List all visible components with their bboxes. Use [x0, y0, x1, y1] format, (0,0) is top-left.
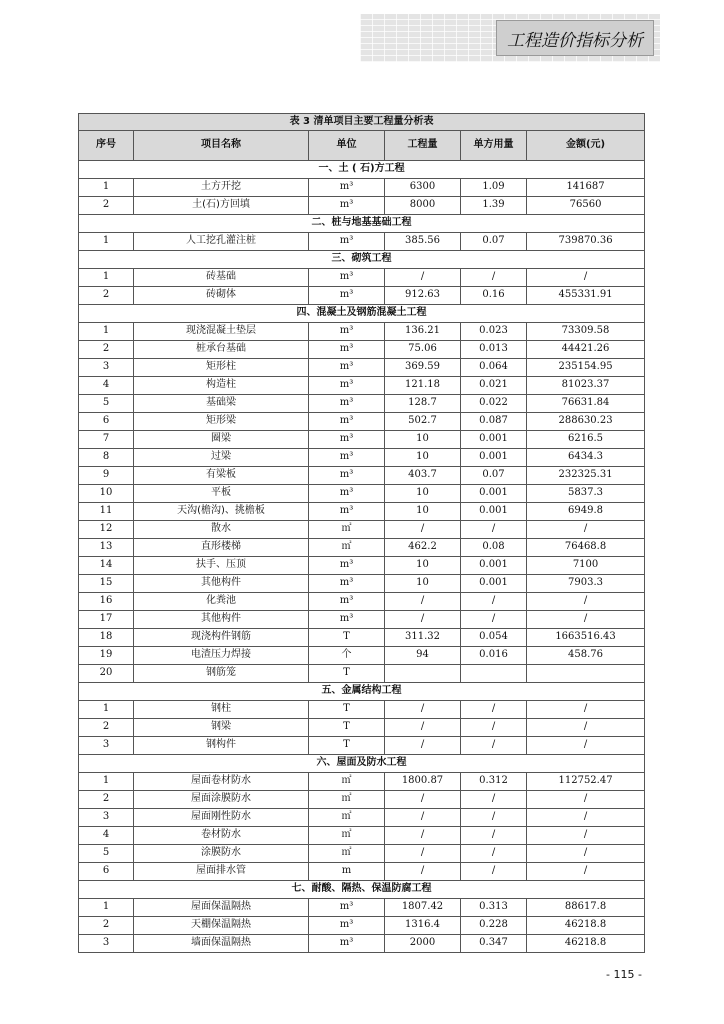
cell-quantity: 128.7 [385, 395, 461, 413]
cell-amount: / [527, 611, 645, 629]
cell-quantity: 502.7 [385, 413, 461, 431]
cell-quantity: 10 [385, 575, 461, 593]
page-number: - 115 - [606, 968, 642, 981]
cell-index: 6 [79, 413, 134, 431]
cell-quantity: / [385, 791, 461, 809]
table-row [79, 863, 645, 881]
cell-index: 2 [79, 287, 134, 305]
cell-amount: / [527, 269, 645, 287]
table-row [79, 467, 645, 485]
table-row [79, 701, 645, 719]
cell-amount: 6216.5 [527, 431, 645, 449]
cell-amount: / [527, 737, 645, 755]
cell-item-name: 土方开挖 [134, 179, 309, 197]
cell-item-name: 屋面保温隔热 [134, 899, 309, 917]
cell-quantity: 311.32 [385, 629, 461, 647]
cell-item-name: 屋面卷材防水 [134, 773, 309, 791]
cell-index: 4 [79, 827, 134, 845]
cell-quantity: 1316.4 [385, 917, 461, 935]
cell-unit-usage: / [461, 863, 527, 881]
cell-unit: 个 [309, 647, 385, 665]
cell-quantity: / [385, 737, 461, 755]
cell-index: 12 [79, 521, 134, 539]
cell-index: 18 [79, 629, 134, 647]
cell-amount: 73309.58 [527, 323, 645, 341]
cell-quantity: 121.18 [385, 377, 461, 395]
cell-unit-usage: / [461, 827, 527, 845]
cell-item-name: 散水 [134, 521, 309, 539]
cell-index: 2 [79, 341, 134, 359]
cell-unit: m³ [309, 395, 385, 413]
cell-item-name: 化粪池 [134, 593, 309, 611]
cell-amount: 6434.3 [527, 449, 645, 467]
cell-index: 1 [79, 899, 134, 917]
cell-quantity: 912.63 [385, 287, 461, 305]
table-row [79, 827, 645, 845]
cell-quantity: / [385, 809, 461, 827]
table-row [79, 647, 645, 665]
section-title: 五、金属结构工程 [79, 683, 645, 701]
section-title: 二、桩与地基基础工程 [79, 215, 645, 233]
cell-unit: m³ [309, 323, 385, 341]
cell-item-name: 钢梁 [134, 719, 309, 737]
cell-item-name: 钢筋笼 [134, 665, 309, 683]
cell-item-name: 矩形梁 [134, 413, 309, 431]
cell-unit: ㎡ [309, 539, 385, 557]
cell-amount: 458.76 [527, 647, 645, 665]
cell-item-name: 其他构件 [134, 575, 309, 593]
cell-index: 2 [79, 197, 134, 215]
table-row [79, 791, 645, 809]
cell-unit: m³ [309, 287, 385, 305]
table-row [79, 341, 645, 359]
table-caption: 表 3 清单项目主要工程量分析表 [79, 114, 645, 131]
cell-unit-usage: / [461, 719, 527, 737]
quantity-analysis-table [78, 113, 645, 953]
cell-unit-usage: 0.087 [461, 413, 527, 431]
cell-item-name: 人工挖孔灌注桩 [134, 233, 309, 251]
cell-item-name: 构造柱 [134, 377, 309, 395]
table-row [79, 719, 645, 737]
section-title: 七、耐酸、隔热、保温防腐工程 [79, 881, 645, 899]
cell-unit-usage: 0.08 [461, 539, 527, 557]
cell-unit-usage: 0.013 [461, 341, 527, 359]
table-row [79, 485, 645, 503]
table-row [79, 233, 645, 251]
section-title: 四、混凝土及钢筋混凝土工程 [79, 305, 645, 323]
cell-quantity: / [385, 863, 461, 881]
cell-index: 19 [79, 647, 134, 665]
cell-amount: 81023.37 [527, 377, 645, 395]
table-row [79, 503, 645, 521]
cell-index: 1 [79, 269, 134, 287]
table-row [79, 359, 645, 377]
cell-unit: m³ [309, 413, 385, 431]
cell-index: 1 [79, 179, 134, 197]
table-row [79, 593, 645, 611]
cell-unit-usage: 1.09 [461, 179, 527, 197]
cell-amount: / [527, 719, 645, 737]
cell-unit-usage: / [461, 521, 527, 539]
cell-unit: m³ [309, 485, 385, 503]
table-row [79, 665, 645, 683]
cell-unit-usage: / [461, 611, 527, 629]
section-row [79, 683, 645, 701]
cell-unit: m³ [309, 179, 385, 197]
cell-item-name: 钢构件 [134, 737, 309, 755]
table-row [79, 395, 645, 413]
cell-amount: / [527, 521, 645, 539]
table-row [79, 431, 645, 449]
cell-quantity: 369.59 [385, 359, 461, 377]
table-row [79, 269, 645, 287]
cell-amount: 141687 [527, 179, 645, 197]
cell-quantity: / [385, 611, 461, 629]
cell-index: 8 [79, 449, 134, 467]
cell-amount: / [527, 791, 645, 809]
cell-unit: m³ [309, 269, 385, 287]
section-title: 一、土 ( 石)方工程 [79, 161, 645, 179]
cell-unit: ㎡ [309, 827, 385, 845]
cell-item-name: 砖砌体 [134, 287, 309, 305]
cell-item-name: 砖基础 [134, 269, 309, 287]
table-row [79, 611, 645, 629]
cell-quantity: / [385, 593, 461, 611]
table-body [79, 161, 645, 953]
table-row [79, 575, 645, 593]
cell-unit: m³ [309, 431, 385, 449]
cell-item-name: 矩形柱 [134, 359, 309, 377]
cell-quantity [385, 665, 461, 683]
cell-index: 6 [79, 863, 134, 881]
cell-index: 11 [79, 503, 134, 521]
cell-item-name: 钢柱 [134, 701, 309, 719]
cell-amount: / [527, 827, 645, 845]
cell-amount: 232325.31 [527, 467, 645, 485]
cell-quantity: / [385, 719, 461, 737]
cell-quantity: 8000 [385, 197, 461, 215]
cell-unit-usage: / [461, 737, 527, 755]
cell-amount: / [527, 863, 645, 881]
cell-unit: m³ [309, 197, 385, 215]
cell-quantity: 10 [385, 557, 461, 575]
section-row [79, 161, 645, 179]
cell-quantity: / [385, 521, 461, 539]
cell-amount: 1663516.43 [527, 629, 645, 647]
cell-unit-usage: 0.001 [461, 557, 527, 575]
cell-amount: 739870.36 [527, 233, 645, 251]
cell-index: 15 [79, 575, 134, 593]
table-row [79, 179, 645, 197]
cell-unit: m³ [309, 341, 385, 359]
cell-index: 3 [79, 737, 134, 755]
cell-item-name: 桩承台基础 [134, 341, 309, 359]
cell-quantity: / [385, 827, 461, 845]
section-row [79, 305, 645, 323]
table-row [79, 899, 645, 917]
table-row [79, 773, 645, 791]
column-header-quantity: 工程量 [385, 131, 461, 161]
cell-unit-usage: 0.312 [461, 773, 527, 791]
cell-unit: T [309, 665, 385, 683]
cell-unit-usage: 0.228 [461, 917, 527, 935]
cell-amount: / [527, 593, 645, 611]
cell-index: 3 [79, 809, 134, 827]
cell-unit-usage: / [461, 701, 527, 719]
cell-item-name: 涂膜防水 [134, 845, 309, 863]
cell-item-name: 电渣压力焊接 [134, 647, 309, 665]
cell-amount: 46218.8 [527, 935, 645, 953]
cell-amount: 76468.8 [527, 539, 645, 557]
table-row [79, 557, 645, 575]
cell-item-name: 屋面排水管 [134, 863, 309, 881]
cell-index: 9 [79, 467, 134, 485]
cell-item-name: 扶手、压顶 [134, 557, 309, 575]
cell-unit-usage: 0.021 [461, 377, 527, 395]
cell-unit: ㎡ [309, 845, 385, 863]
cell-unit: m³ [309, 557, 385, 575]
cell-unit-usage: 0.07 [461, 233, 527, 251]
cell-quantity: 385.56 [385, 233, 461, 251]
cell-index: 5 [79, 395, 134, 413]
cell-amount: 455331.91 [527, 287, 645, 305]
cell-unit-usage: 0.347 [461, 935, 527, 953]
table-row [79, 197, 645, 215]
cell-quantity: / [385, 701, 461, 719]
cell-item-name: 土(石)方回填 [134, 197, 309, 215]
cell-unit-usage: / [461, 809, 527, 827]
cell-amount: 288630.23 [527, 413, 645, 431]
cell-amount: 112752.47 [527, 773, 645, 791]
cell-item-name: 直形楼梯 [134, 539, 309, 557]
table-row [79, 539, 645, 557]
cell-amount: 6949.8 [527, 503, 645, 521]
table-row [79, 809, 645, 827]
cell-unit-usage: 0.001 [461, 503, 527, 521]
cell-amount: 7100 [527, 557, 645, 575]
section-title: 六、屋面及防水工程 [79, 755, 645, 773]
cell-amount: 235154.95 [527, 359, 645, 377]
table-row [79, 845, 645, 863]
cell-item-name: 屋面刚性防水 [134, 809, 309, 827]
cell-unit-usage: 0.016 [461, 647, 527, 665]
cell-amount: 5837.3 [527, 485, 645, 503]
cell-index: 1 [79, 701, 134, 719]
cell-unit-usage: / [461, 269, 527, 287]
cell-index: 2 [79, 917, 134, 935]
cell-index: 17 [79, 611, 134, 629]
cell-unit: m³ [309, 377, 385, 395]
table-row [79, 737, 645, 755]
cell-index: 5 [79, 845, 134, 863]
cell-quantity: 2000 [385, 935, 461, 953]
section-row [79, 215, 645, 233]
cell-index: 16 [79, 593, 134, 611]
cell-amount: / [527, 845, 645, 863]
table-row [79, 629, 645, 647]
cell-item-name: 现浇混凝土垫层 [134, 323, 309, 341]
header-title: 工程造价指标分析 [496, 20, 654, 56]
cell-quantity: 136.21 [385, 323, 461, 341]
table-row [79, 521, 645, 539]
cell-quantity: 6300 [385, 179, 461, 197]
section-row [79, 881, 645, 899]
cell-unit-usage: 0.001 [461, 575, 527, 593]
cell-quantity: 403.7 [385, 467, 461, 485]
cell-unit-usage: 0.054 [461, 629, 527, 647]
cell-quantity: / [385, 845, 461, 863]
cell-index: 13 [79, 539, 134, 557]
cell-amount: / [527, 809, 645, 827]
cell-unit: m³ [309, 359, 385, 377]
cell-quantity: 1800.87 [385, 773, 461, 791]
cell-index: 3 [79, 359, 134, 377]
cell-unit-usage [461, 665, 527, 683]
cell-unit: m³ [309, 593, 385, 611]
column-header-name: 项目名称 [134, 131, 309, 161]
cell-unit: ㎡ [309, 791, 385, 809]
cell-amount: 7903.3 [527, 575, 645, 593]
table-row [79, 413, 645, 431]
cell-unit: m³ [309, 503, 385, 521]
cell-index: 1 [79, 323, 134, 341]
cell-index: 4 [79, 377, 134, 395]
cell-amount: / [527, 701, 645, 719]
cell-index: 20 [79, 665, 134, 683]
cell-item-name: 其他构件 [134, 611, 309, 629]
cell-unit: ㎡ [309, 809, 385, 827]
cell-unit-usage: 0.313 [461, 899, 527, 917]
cell-index: 1 [79, 233, 134, 251]
cell-item-name: 过梁 [134, 449, 309, 467]
cell-quantity: 1807.42 [385, 899, 461, 917]
cell-quantity: 10 [385, 449, 461, 467]
cell-item-name: 天沟(檐沟)、挑檐板 [134, 503, 309, 521]
cell-item-name: 现浇构件钢筋 [134, 629, 309, 647]
column-header-unit: 单位 [309, 131, 385, 161]
table-row [79, 377, 645, 395]
cell-unit-usage: 0.023 [461, 323, 527, 341]
cell-unit-usage: / [461, 791, 527, 809]
cell-quantity: 10 [385, 503, 461, 521]
cell-item-name: 屋面涂膜防水 [134, 791, 309, 809]
cell-index: 3 [79, 935, 134, 953]
cell-index: 10 [79, 485, 134, 503]
table-row [79, 917, 645, 935]
cell-amount: 44421.26 [527, 341, 645, 359]
cell-index: 7 [79, 431, 134, 449]
cell-item-name: 墙面保温隔热 [134, 935, 309, 953]
cell-amount: 46218.8 [527, 917, 645, 935]
cell-index: 2 [79, 791, 134, 809]
cell-unit-usage: 0.022 [461, 395, 527, 413]
cell-unit: m³ [309, 449, 385, 467]
table-row [79, 935, 645, 953]
cell-quantity: 10 [385, 431, 461, 449]
cell-amount [527, 665, 645, 683]
cell-amount: 76560 [527, 197, 645, 215]
cell-unit: m³ [309, 575, 385, 593]
cell-item-name: 圈梁 [134, 431, 309, 449]
section-row [79, 755, 645, 773]
cell-item-name: 平板 [134, 485, 309, 503]
cell-unit-usage: / [461, 593, 527, 611]
cell-unit-usage: 0.16 [461, 287, 527, 305]
cell-unit: ㎡ [309, 521, 385, 539]
cell-unit: T [309, 629, 385, 647]
cell-item-name: 有梁板 [134, 467, 309, 485]
cell-unit-usage: 0.07 [461, 467, 527, 485]
cell-quantity: 462.2 [385, 539, 461, 557]
cell-quantity: / [385, 269, 461, 287]
cell-unit: m³ [309, 467, 385, 485]
cell-index: 2 [79, 719, 134, 737]
cell-unit-usage: 0.001 [461, 449, 527, 467]
cell-unit: m³ [309, 935, 385, 953]
table-row [79, 449, 645, 467]
cell-unit-usage: 0.001 [461, 485, 527, 503]
cell-quantity: 75.06 [385, 341, 461, 359]
cell-unit: ㎡ [309, 773, 385, 791]
column-header-index: 序号 [79, 131, 134, 161]
cell-item-name: 卷材防水 [134, 827, 309, 845]
section-title: 三、砌筑工程 [79, 251, 645, 269]
table-row [79, 323, 645, 341]
cell-item-name: 基础梁 [134, 395, 309, 413]
section-row [79, 251, 645, 269]
cell-amount: 88617.8 [527, 899, 645, 917]
cell-unit: T [309, 737, 385, 755]
cell-unit-usage: 1.39 [461, 197, 527, 215]
cell-index: 1 [79, 773, 134, 791]
cell-unit: m³ [309, 611, 385, 629]
cell-unit: m³ [309, 917, 385, 935]
cell-unit: T [309, 701, 385, 719]
cell-unit: m [309, 863, 385, 881]
cell-index: 14 [79, 557, 134, 575]
cell-unit: m³ [309, 233, 385, 251]
table-row [79, 287, 645, 305]
cell-unit-usage: 0.001 [461, 431, 527, 449]
cell-unit-usage: / [461, 845, 527, 863]
cell-unit-usage: 0.064 [461, 359, 527, 377]
column-header-unit-usage: 单方用量 [461, 131, 527, 161]
cell-unit: T [309, 719, 385, 737]
cell-quantity: 10 [385, 485, 461, 503]
cell-amount: 76631.84 [527, 395, 645, 413]
cell-unit: m³ [309, 899, 385, 917]
cell-item-name: 天棚保温隔热 [134, 917, 309, 935]
table-header-row [79, 131, 645, 161]
cell-quantity: 94 [385, 647, 461, 665]
column-header-amount: 金额(元) [527, 131, 645, 161]
